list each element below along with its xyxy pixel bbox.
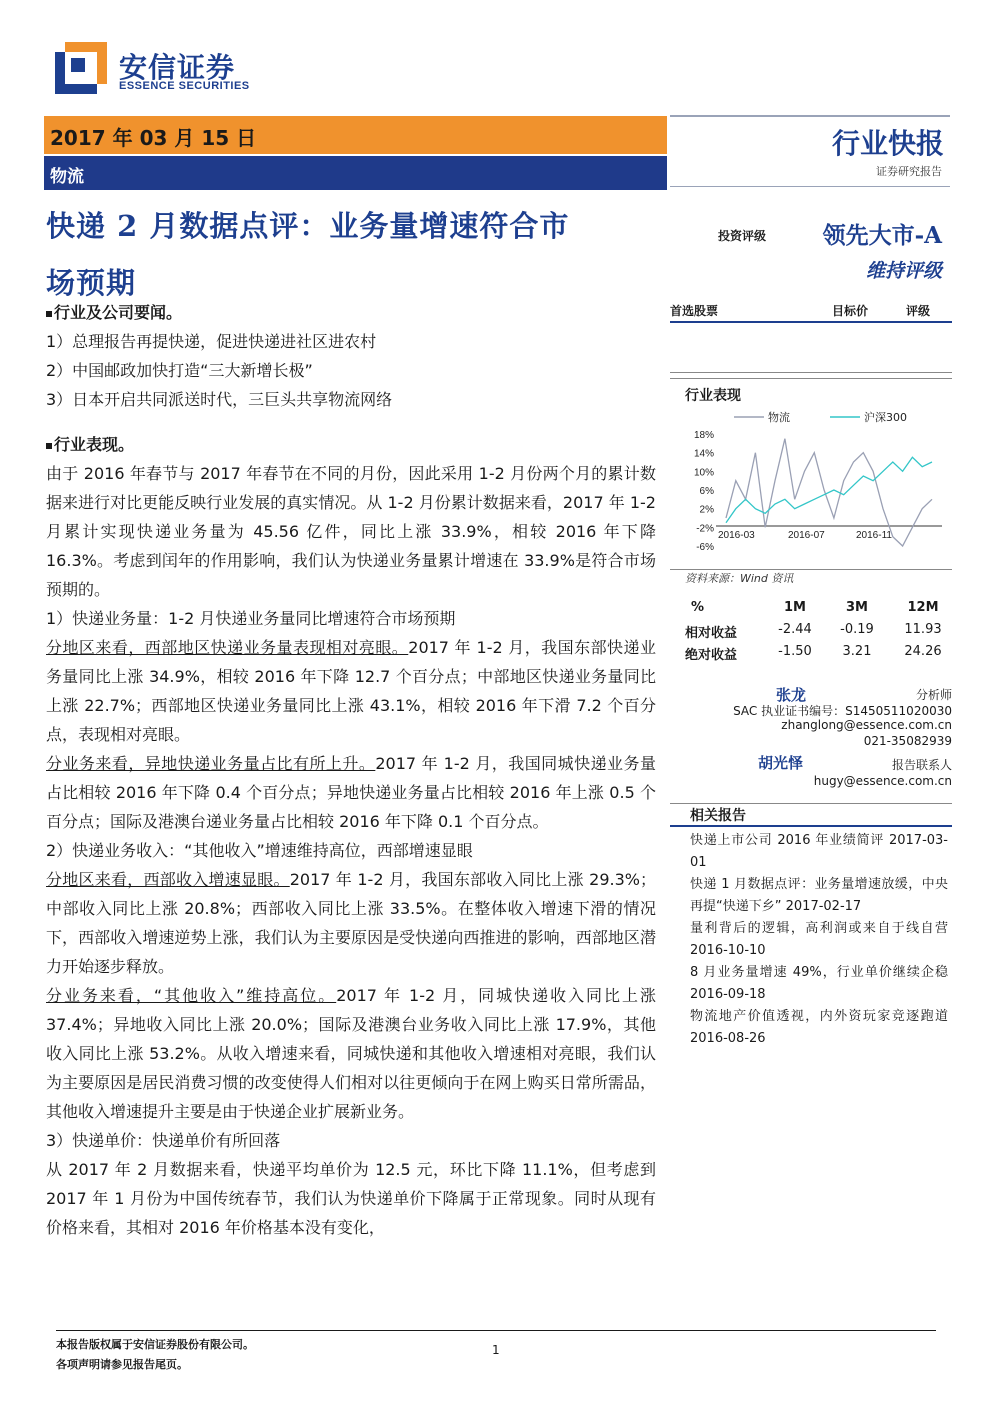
footer-divider: [56, 1330, 936, 1331]
related-report-item[interactable]: 量利背后的逻辑，高利润或来自于线自营 2016-10-10: [690, 921, 948, 958]
paragraph: 从 2017 年 2 月数据来看，快递平均单价为 12.5 元，环比下降 11.1%，但考虑到 2017 年 1 月份为中国传统春节，我们认为快递单价下降属于正常现象。同时从现有价格来看，其相对 2016 年价格基本没有变化，: [46, 1160, 656, 1237]
table-row-label: 相对收益: [685, 626, 738, 641]
related-report-item[interactable]: 物流地产价值透视，内外资玩家竞逐跑道 2016-08-26: [690, 1009, 948, 1046]
paragraph: 分业务来看，异地快递业务量占比有所上升。2017 年 1-2 月，我国同城快递业务量占比相较 2016 年下降 0.4 个百分点；异地快递业务量占比相较 2016 年上涨 0.5 个百分点；国际及港澳台递业务量占比相较 2016 年下降 0.1 个百分点。: [46, 754, 656, 831]
x-tick-label: 2016-03: [718, 530, 755, 541]
chart-source: 资料来源：Wind 资讯: [685, 572, 794, 585]
table-row: [685, 622, 947, 644]
picks-target-col: 目标价: [832, 304, 869, 318]
y-tick-label: 6%: [699, 486, 714, 497]
report-subtype: 证券研究报告: [876, 165, 942, 178]
rating-value: 领先大市-A: [822, 222, 942, 249]
paragraph: 分地区来看，西部收入增速显眼。2017 年 1-2 月，我国东部收入同比上涨 29.3%；中部收入同比上涨 20.8%；西部收入同比上涨 33.5%。在整体收入增速下滑的情况下，西部收入增速逆势上涨，我们认为主要原因是受快递向西推进的影响，西部地区潜力开始逐步释放。: [46, 870, 656, 976]
related-report-item[interactable]: 快递 1 月数据点评：业务量增速放缓，中央再提“快递下乡” 2017-02-17: [690, 877, 948, 914]
table-header-cell: 1M: [784, 600, 806, 615]
table-cell: 11.93: [904, 622, 942, 637]
underlined-lead: 分地区来看，西部收入增速显眼。: [46, 870, 290, 889]
x-tick-label: 2016-11: [856, 530, 892, 541]
y-tick-label: 14%: [693, 448, 714, 460]
section-heading-performance: 行业表现。: [46, 430, 656, 459]
performance-table: [685, 600, 947, 666]
analyst-name: 张龙: [776, 686, 807, 704]
related-divider-2: [670, 825, 952, 827]
y-tick-label: 10%: [693, 467, 714, 479]
paragraph: 分地区来看，西部地区快递业务量表现相对亮眼。2017 年 1-2 月，我国东部快递业务量同比上涨 34.9%，相较 2016 年下降 12.7 个百分点；中部地区快递业务量同比上涨 22.7%；西部地区快递业务量同比上涨 43.1%，相较 2016 年下滑 7.2 个百分点，表现相对亮眼。: [46, 638, 656, 744]
related-reports: [690, 830, 948, 1050]
rating-label: 投资评级: [718, 229, 767, 243]
rating-keep: 维持评级: [865, 260, 942, 282]
related-report-item[interactable]: 8 月业务量增速 49%，行业单价继续企稳 2016-09-18: [690, 965, 948, 1002]
header-divider-2: [670, 186, 950, 187]
analyst-sac: SAC 执业证书编号：S1450511020030: [733, 704, 952, 718]
related-report-item[interactable]: 快递上市公司 2016 年业绩简评 2017-03-01: [690, 833, 948, 870]
analyst-phone: 021-35082939: [863, 734, 952, 748]
legend-label: 物流: [768, 411, 790, 424]
x-tick-label: 2016-07: [788, 530, 825, 541]
table-cell: -1.50: [778, 644, 812, 659]
picks-stock-col: 首选股票: [670, 304, 719, 318]
related-title: 相关报告: [690, 808, 746, 824]
y-tick-label: -6%: [696, 542, 714, 553]
logo-text-cn: 安信证券: [119, 51, 236, 84]
sector-bar: [44, 156, 667, 190]
main-content: [46, 298, 656, 1242]
underlined-lead: 分地区来看，西部地区快递业务量表现相对亮眼。: [46, 638, 409, 657]
paragraph: 由于 2016 年春节与 2017 年春节在不同的月份，因此采用 1-2 月份两个月的累计数据来进行对比更能反映行业发展的真实情况。从 1-2 月份累计数据来看，2017 年 1-2 月累计实现快递业务量为 45.56 亿件，同比上涨 33.9%，相较 2016 年下降 16.3%。考虑到闰年的作用影响，我们认为快递业务量累计增速在 33.9%是符合市场预期的。: [46, 464, 656, 599]
news-item: 2）中国邮政加快打造“三大新增长极”: [46, 361, 313, 380]
picks-divider: [670, 321, 952, 323]
table-cell: -0.19: [840, 622, 874, 637]
subheading: 1）快递业务量：1-2 月快递业务量同比增速符合市场预期: [46, 609, 456, 628]
y-tick-label: -2%: [696, 523, 714, 535]
news-item: 3）日本开启共同派送时代，三巨头共享物流网络: [46, 390, 393, 409]
picks-rating-col: 评级: [906, 304, 931, 318]
subheading: 3）快递单价：快递单价有所回落: [46, 1131, 281, 1150]
contact-role: 报告联系人: [891, 758, 952, 772]
bullet-square-icon: [46, 443, 52, 449]
bullet-square-icon: [46, 311, 52, 317]
report-date: 2017 年 03 月 15 日: [50, 126, 257, 150]
report-type: 行业快报: [831, 127, 944, 160]
title-line-1: 快递 2 月数据点评：业务量增速符合市: [46, 209, 570, 243]
related-divider: [670, 803, 952, 804]
header-divider: [670, 115, 950, 117]
table-cell: -2.44: [778, 622, 812, 637]
performance-chart: [672, 404, 952, 566]
table-row-label: 绝对收益: [685, 648, 738, 663]
subheading: 2）快递业务收入：“其他收入”增速维持高位，西部增速显眼: [46, 841, 473, 860]
news-item: 1）总理报告再提快递，促进快递进社区进农村: [46, 332, 377, 351]
y-tick-label: 2%: [699, 504, 714, 516]
table-header-cell: 12M: [907, 600, 939, 615]
contact-email[interactable]: hugy@essence.com.cn: [813, 774, 952, 788]
footer-disclaimer: 各项声明请参见报告尾页。: [56, 1358, 188, 1371]
logo-text-en: ESSENCE SECURITIES: [119, 80, 250, 92]
underlined-lead: 分业务来看，“其他收入”维持高位。: [46, 986, 337, 1005]
report-title: [46, 198, 661, 312]
table-header-cell: 3M: [846, 600, 868, 615]
table-row: [685, 644, 947, 666]
company-logo: [55, 42, 285, 97]
underlined-lead: 分业务来看，异地快递业务量占比有所上升。: [46, 754, 376, 773]
analyst-role: 分析师: [915, 688, 952, 702]
picks-divider-2: [670, 372, 952, 373]
table-cell: 24.26: [904, 644, 942, 659]
footer-copyright: 本报告版权属于安信证券股份有限公司。: [56, 1338, 254, 1351]
table-header-row: [685, 600, 947, 622]
analyst-email[interactable]: zhanglong@essence.com.cn: [781, 718, 952, 732]
table-cell: 3.21: [842, 644, 872, 659]
picks-header: [670, 302, 952, 320]
sector-label: 物流: [50, 167, 84, 187]
y-tick-label: 18%: [693, 430, 714, 441]
performance-title: 行业表现: [685, 388, 741, 404]
contact-name: 胡光怿: [758, 754, 804, 772]
section-heading-news: 行业及公司要闻。: [46, 298, 656, 327]
paragraph: 分业务来看，“其他收入”维持高位。2017 年 1-2 月，同城快递收入同比上涨 37.4%；异地收入同比上涨 20.0%；国际及港澳台业务收入同比上涨 17.9%，其他收入同比上涨 53.2%。从收入增速来看，同城快递和其他收入增速相对亮眼，我们认为主要原因是居民消费习惯的改变使得人们相对以往更倾向于在网上购买日常所需品，其他收入增速提升主要是由于快递企业扩展新业务。: [46, 986, 656, 1121]
page-number: 1: [492, 1343, 500, 1357]
table-header-cell: %: [691, 600, 705, 615]
logo-mark-icon: [55, 42, 107, 94]
title-line-2: 场预期: [46, 266, 137, 300]
legend-label: 沪深300: [864, 411, 907, 424]
